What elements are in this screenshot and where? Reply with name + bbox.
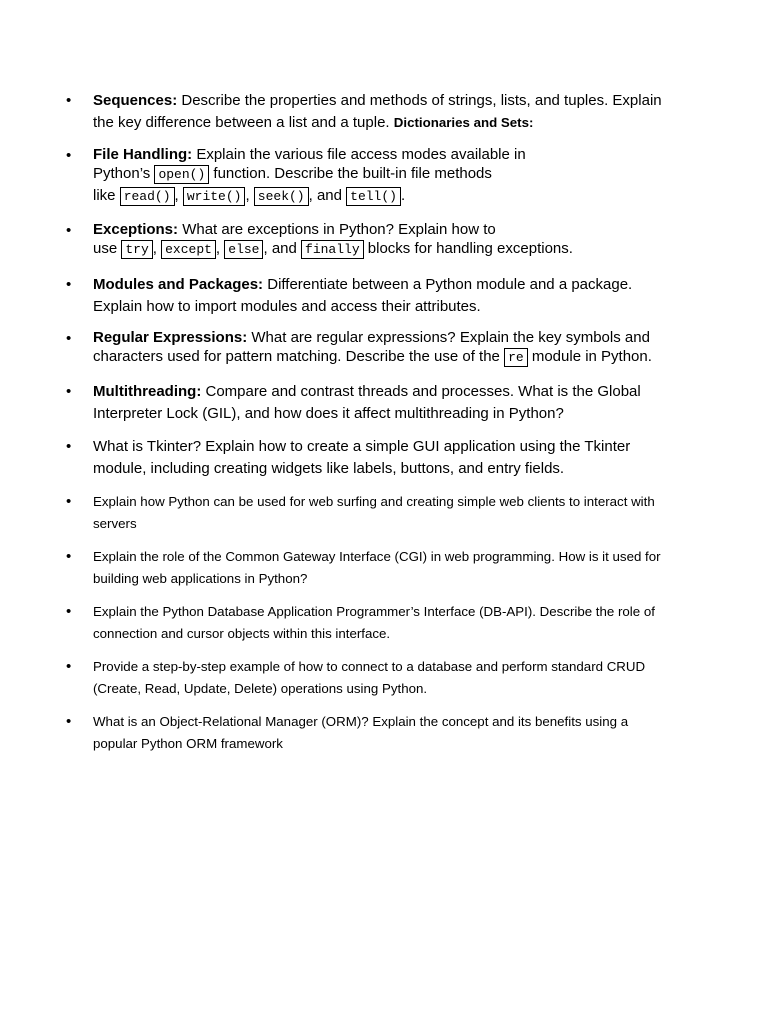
code-read: read() — [120, 187, 175, 206]
item-line — [93, 328, 676, 367]
item-heading: File Handling: — [93, 146, 193, 163]
list-item-exceptions — [66, 220, 676, 259]
list-item-cgi — [66, 546, 676, 590]
item-heading: Exceptions: — [93, 221, 179, 238]
bullet: • — [66, 276, 72, 293]
code-write: write() — [183, 187, 246, 206]
item-line — [93, 220, 676, 239]
list-item-crud — [66, 656, 676, 700]
item-text: module in Python. — [527, 348, 652, 365]
item-heading: Regular Expressions: — [93, 329, 248, 346]
list-item-multithreading — [66, 381, 676, 425]
item-text: Differentiate between a Python module and a package. Explain how to import modules and access their attributes. — [93, 276, 633, 315]
item-text: What is an Object-Relational Manager (ORM)? Explain the concept and its benefits using a popular Python ORM framework — [93, 714, 629, 751]
period: . — [400, 187, 406, 204]
separator: , — [152, 240, 162, 257]
code-else: else — [224, 240, 263, 259]
item-trailing-heading: Dictionaries and Sets: — [393, 115, 534, 130]
list-item-tkinter — [66, 436, 676, 480]
item-line — [93, 239, 676, 259]
list-item-regular-expressions — [66, 328, 676, 367]
item-text: function. Describe the built-in file methods — [209, 165, 492, 182]
code-open: open() — [154, 165, 209, 184]
separator: , and — [263, 240, 302, 257]
code-except: except — [161, 240, 216, 259]
item-text: like — [93, 187, 120, 204]
bullet: • — [66, 603, 72, 620]
separator: , — [245, 187, 254, 204]
item-text: What is Tkinter? Explain how to create a simple GUI application using the Tkinter module, including creating widgets like labels, buttons, and entry fields. — [93, 438, 631, 477]
bullet: • — [66, 658, 72, 675]
list-item-orm — [66, 711, 676, 755]
item-heading: Multithreading: — [93, 383, 202, 400]
separator: , — [174, 187, 183, 204]
code-try: try — [121, 240, 152, 259]
item-text: Explain how Python can be used for web surfing and creating simple web clients to interact with servers — [93, 494, 655, 531]
bullet: • — [66, 713, 72, 730]
item-line — [93, 145, 676, 164]
item-text: Explain the Python Database Application Programmer’s Interface (DB-API). Describe the role of connection and cursor objects within this interface. — [93, 604, 655, 641]
item-text: What are exceptions in Python? Explain how to — [178, 221, 496, 238]
bullet: • — [66, 493, 72, 510]
bullet: • — [66, 92, 72, 109]
list-item-web-clients — [66, 491, 676, 535]
list-item-sequences — [66, 90, 676, 134]
item-text: Compare and contrast threads and processes. What is the Global Interpreter Lock (GIL), and how does it affect multithreading in Python? — [93, 383, 641, 422]
item-heading: Sequences: — [93, 92, 178, 109]
list-item-modules-packages — [66, 274, 676, 318]
list-item-db-api — [66, 601, 676, 645]
code-re: re — [504, 348, 528, 367]
code-seek: seek() — [254, 187, 309, 206]
bullet: • — [66, 383, 72, 400]
bullet: • — [66, 438, 72, 455]
bullet: • — [66, 548, 72, 565]
item-text: Explain the role of the Common Gateway Interface (CGI) in web programming. How is it used for building web applications in Python? — [93, 549, 661, 586]
separator: , and — [308, 187, 347, 204]
separator: , — [215, 240, 225, 257]
item-text: Describe the properties and methods of strings, lists, and tuples. Explain the key difference between a list and a tuple. — [93, 92, 662, 131]
item-text: Explain the various file access modes available in — [192, 146, 526, 163]
bullet: • — [66, 222, 72, 239]
item-text: use — [93, 240, 122, 257]
bullet: • — [66, 147, 72, 164]
item-line — [93, 164, 676, 184]
code-finally: finally — [301, 240, 364, 259]
item-text: Provide a step-by-step example of how to connect to a database and perform standard CRUD (Create, Read, Update, Delete) operations using Python. — [93, 659, 646, 696]
question-list — [66, 90, 676, 755]
code-tell: tell() — [346, 187, 401, 206]
item-heading: Modules and Packages: — [93, 276, 264, 293]
item-text: blocks for handling exceptions. — [363, 240, 573, 257]
item-text: Python’s — [93, 165, 155, 182]
item-line — [93, 184, 676, 208]
item-text: What are regular expressions? Explain the key symbols and characters used for pattern matching. Describe the use of the — [93, 329, 650, 365]
bullet: • — [66, 330, 72, 347]
list-item-file-handling — [66, 145, 676, 208]
